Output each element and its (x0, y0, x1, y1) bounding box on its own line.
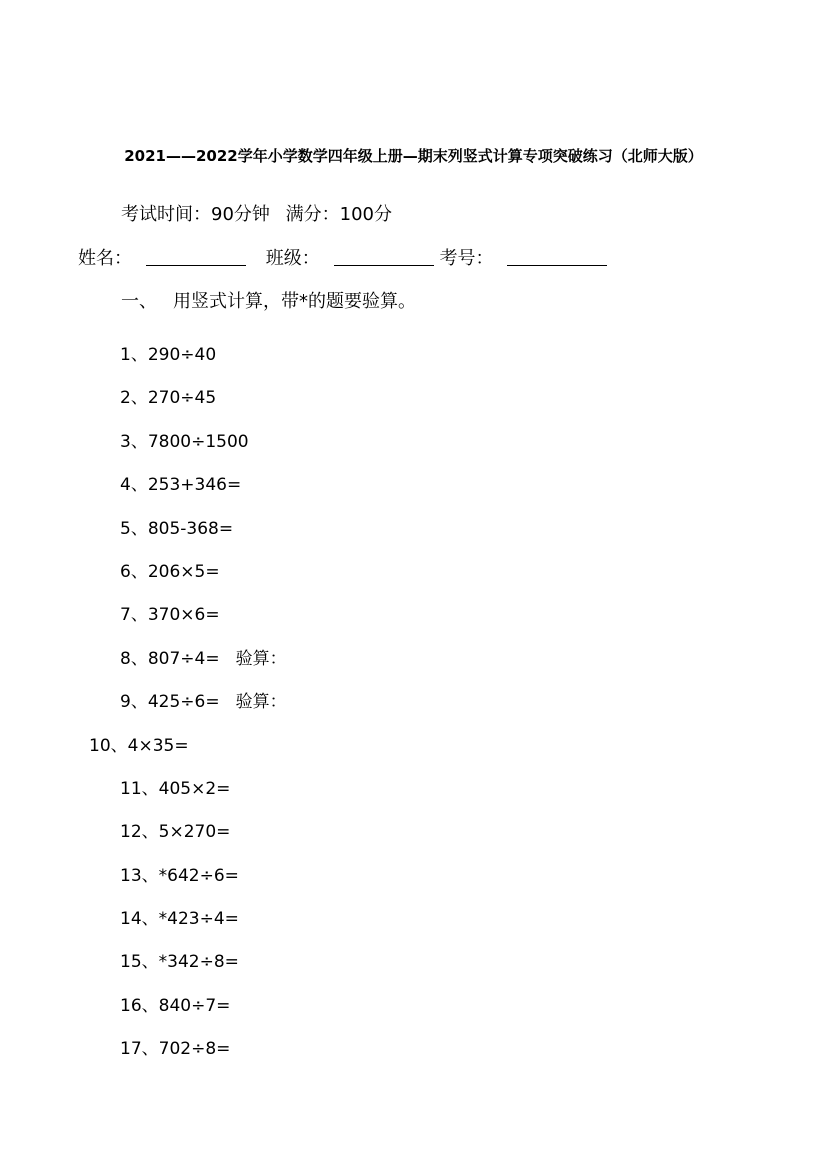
class-label: 班级： (265, 248, 320, 269)
problem-text: 6、206×5= (120, 561, 220, 582)
problem-item (0, 644, 827, 687)
name-label: 姓名： (78, 248, 132, 269)
problem-text: 11、405×2= (120, 778, 231, 799)
exam-info (121, 200, 402, 226)
problem-item (0, 947, 827, 990)
problem-item (0, 904, 827, 947)
check-label: 验算： (235, 648, 287, 669)
section-number: 一、 (121, 291, 157, 312)
problem-text: 15、*342÷8= (120, 952, 239, 973)
problem-text: 3、7800÷1500 (120, 431, 249, 452)
class-blank (334, 249, 434, 266)
problem-item (0, 514, 827, 557)
problem-text: 1、290÷40 (120, 345, 217, 365)
number-blank (507, 249, 607, 266)
problem-text: 2、270÷45 (120, 388, 217, 409)
problem-item (0, 340, 827, 383)
problem-item (0, 731, 827, 774)
problem-item (0, 383, 827, 426)
section-instruction: 用竖式计算，带*的题要验算。 (173, 291, 416, 312)
problem-item (0, 600, 827, 643)
problem-item (0, 557, 827, 600)
problem-item (0, 470, 827, 513)
problem-text: 16、840÷7= (120, 995, 231, 1016)
problem-item (0, 861, 827, 904)
problem-item (0, 687, 827, 730)
problem-text: 17、702÷8= (120, 1039, 231, 1060)
number-label: 考号： (439, 248, 494, 269)
name-blank (146, 249, 246, 266)
check-label: 验算： (235, 692, 287, 713)
problem-text: 4、253+346= (120, 475, 242, 496)
problem-item (0, 774, 827, 817)
problem-text: 7、370×6= (120, 605, 220, 626)
exam-time: 考试时间：90分钟 (121, 204, 270, 225)
problem-list (0, 340, 827, 1078)
problem-text: 14、*423÷4= (120, 909, 239, 930)
problem-item (0, 991, 827, 1034)
problem-item (0, 817, 827, 860)
page-title: 2021——2022学年小学数学四年级上册—期末列竖式计算专项突破练习（北师大版） (124, 147, 703, 165)
problem-item (0, 427, 827, 470)
problem-text: 9、425÷6= (120, 692, 220, 713)
problem-text: 8、807÷4= (120, 648, 220, 669)
problem-item (0, 1034, 827, 1077)
problem-text: 12、5×270= (120, 822, 231, 843)
problem-text: 10、4×35= (89, 735, 189, 756)
problem-text: 13、*642÷6= (120, 865, 239, 886)
problem-text: 5、805-368= (120, 518, 234, 539)
exam-score: 满分：100分 (285, 204, 392, 225)
student-info-line (78, 244, 607, 270)
section-heading (121, 287, 416, 313)
